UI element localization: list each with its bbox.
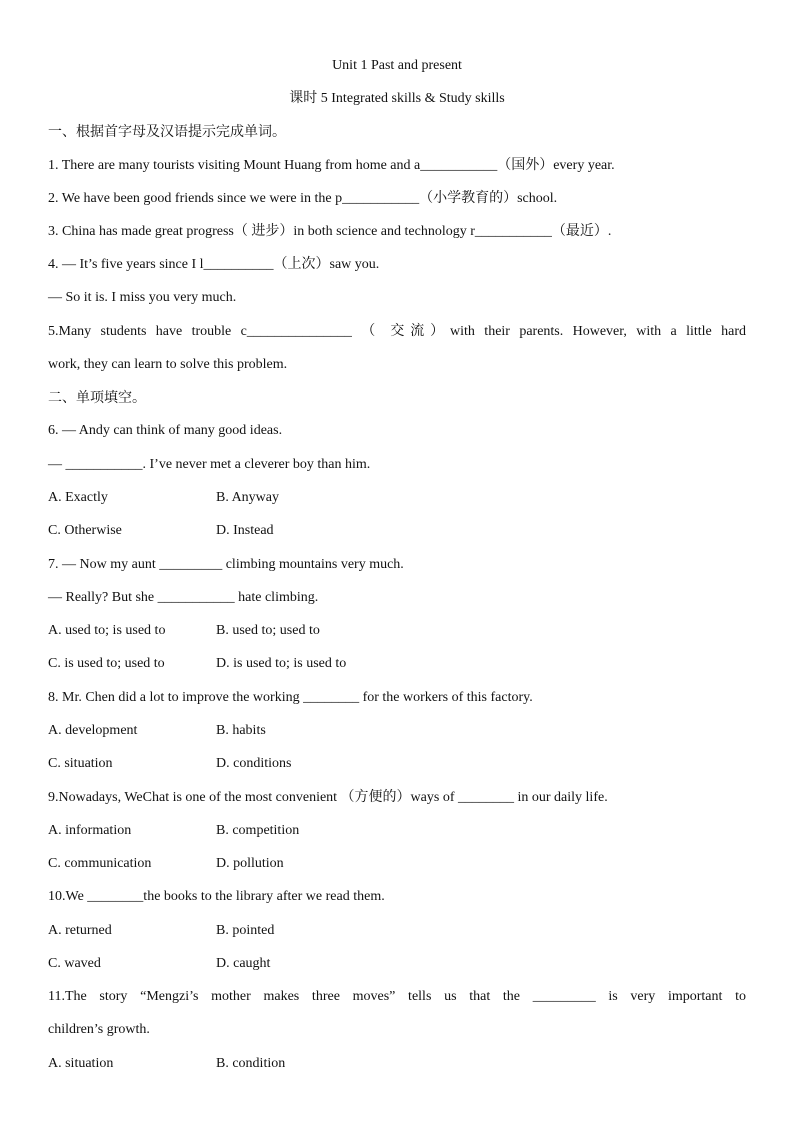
- option-a: A. information: [48, 823, 132, 838]
- option-d: D. pollution: [216, 856, 284, 871]
- question-4-line-1: 4. — It’s five years since I l__________（上次）saw you.: [48, 257, 380, 272]
- question-10-options-row-1: [48, 922, 746, 940]
- question-9: 9.Nowadays, WeChat is one of the most convenient （方便的）ways of ________ in our daily life.: [48, 790, 608, 805]
- option-b: B. pointed: [216, 923, 275, 938]
- question-6-options-row-2: [48, 522, 746, 540]
- option-a: A. situation: [48, 1056, 114, 1071]
- question-4-line-2: — So it is. I miss you very much.: [48, 290, 237, 305]
- question-6-line-1: 6. — Andy can think of many good ideas.: [48, 423, 283, 438]
- page-subtitle: 课时 5 Integrated skills & Study skills: [289, 91, 505, 106]
- question-7-options-row-2: [48, 655, 746, 673]
- question-6-line-2: — ___________. I’ve never met a cleverer boy than him.: [48, 457, 371, 472]
- option-a: A. used to; is used to: [48, 623, 166, 638]
- question-9-options-row-2: [48, 855, 746, 873]
- question-8-options-row-2: [48, 755, 746, 773]
- question-2: 2. We have been good friends since we were in the p___________（小学教育的）school.: [48, 191, 558, 206]
- option-b: B. condition: [216, 1056, 286, 1071]
- option-b: B. used to; used to: [216, 623, 320, 638]
- question-8: 8. Mr. Chen did a lot to improve the working ________ for the workers of this factory.: [48, 690, 533, 705]
- question-5-line-2: work, they can learn to solve this problem.: [48, 357, 288, 372]
- question-3: 3. China has made great progress（ 进步）in both science and technology r___________（最近）.: [48, 224, 612, 239]
- question-10-options-row-2: [48, 955, 746, 973]
- section-heading-2: 二、单项填空。: [48, 390, 146, 406]
- option-c: C. situation: [48, 756, 113, 771]
- option-b: B. Anyway: [216, 490, 279, 505]
- question-8-options-row-1: [48, 722, 746, 740]
- question-7-line-2: — Really? But she ___________ hate climbing.: [48, 590, 319, 605]
- option-d: D. Instead: [216, 523, 274, 538]
- option-c: C. waved: [48, 956, 101, 971]
- question-7-line-1: 7. — Now my aunt _________ climbing mountains very much.: [48, 557, 404, 572]
- question-1: 1. There are many tourists visiting Mount Huang from home and a___________（国外）every year.: [48, 158, 615, 173]
- question-6-options-row-1: [48, 489, 746, 507]
- option-a: A. returned: [48, 923, 112, 938]
- question-5-line-1: 5.Many students have trouble c_______________ （ 交流）with their parents. However, with a little hard: [48, 324, 746, 339]
- section-heading-1: 一、根据首字母及汉语提示完成单词。: [48, 124, 286, 140]
- option-c: C. is used to; used to: [48, 656, 165, 671]
- question-9-options-row-1: [48, 822, 746, 840]
- option-a: A. development: [48, 723, 138, 738]
- option-c: C. communication: [48, 856, 152, 871]
- question-11-line-2: children’s growth.: [48, 1022, 150, 1037]
- question-10: 10.We ________the books to the library after we read them.: [48, 889, 385, 904]
- option-b: B. competition: [216, 823, 300, 838]
- option-d: D. caught: [216, 956, 271, 971]
- question-7-options-row-1: [48, 622, 746, 640]
- question-11-line-1: 11.The story “Mengzi’s mother makes three moves” tells us that the _________ is very important to: [48, 989, 746, 1004]
- option-a: A. Exactly: [48, 490, 108, 505]
- option-b: B. habits: [216, 723, 266, 738]
- question-11-options-row-1: [48, 1055, 746, 1073]
- page-title: Unit 1 Past and present: [332, 58, 462, 73]
- option-d: D. conditions: [216, 756, 292, 771]
- option-d: D. is used to; is used to: [216, 656, 347, 671]
- option-c: C. Otherwise: [48, 523, 122, 538]
